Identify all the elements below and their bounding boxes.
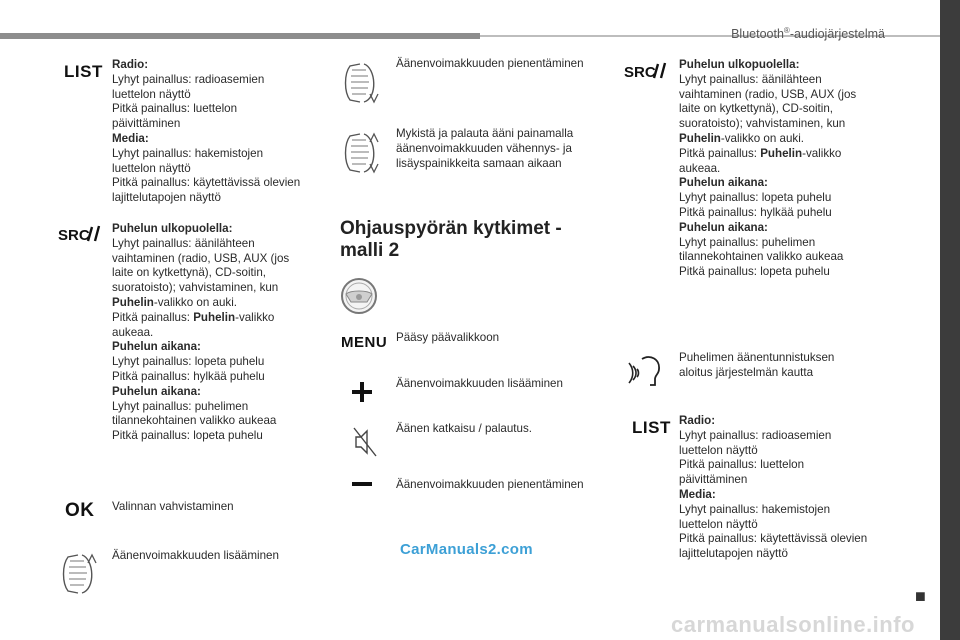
list-label-2: LIST (632, 418, 671, 437)
header-bar (0, 33, 480, 39)
volume-wheel-up-icon (58, 551, 100, 597)
volup-description: Äänenvoimakkuuden lisääminen (112, 549, 279, 562)
volume-wheel-both-icon (340, 130, 382, 176)
src-description: Puhelun ulkopuolella: Lyhyt painallus: äänilähteen vaihtaminen (radio, USB, AUX (jos laite on kytkettynä), CD-soitin, suoratoisto); vahvistaminen, kun Puhelin-valikko on auki. Pitkä painallus: Puhelin-valikko aukeaa. Puhelun aikana: Lyhyt painallus: lopeta puhelu Pitkä painallus: hylkää puhelu Puhelun aikana: Lyhyt painallus: puhelimen tilannekohtainen valikko aukeaa Pitkä painallus: lopeta puhelu (112, 222, 290, 443)
list-description-2: Radio: Lyhyt painallus: radioasemien luettelon näyttö Pitkä painallus: luettelon päivittäminen Media: Lyhyt painallus: hakemistojen luettelon näyttö Pitkä painallus: käytettävissä olevien lajittelutapojen näyttö (679, 414, 868, 561)
mute2-description: Äänen katkaisu / palautus. (396, 422, 532, 435)
src-phone-icon-2 (624, 61, 670, 81)
mute-description: Mykistä ja palauta ääni painamalla äänenvoimakkuuden vähennys- ja lisäyspainikkeita samaan aikaan (396, 127, 574, 170)
bottom-watermark: carmanualsonline.info (671, 612, 915, 637)
ok-label: OK (65, 500, 95, 521)
menu-label: MENU (341, 334, 388, 351)
steering-wheel-icon (339, 276, 379, 316)
voice-description: Puhelimen äänentunnistuksen aloitus järjestelmän kautta (679, 351, 835, 379)
minus-icon (351, 480, 373, 488)
page-bullet: ■ (915, 586, 926, 606)
watermark: CarManuals2.com (400, 541, 533, 558)
list-description: Radio: Lyhyt painallus: radioasemien luettelon näyttö Pitkä painallus: luettelon päivittäminen Media: Lyhyt painallus: hakemistojen luettelon näyttö Pitkä painallus: käytettävissä olevien lajittelutapojen näyttö (112, 58, 301, 205)
section-heading: Ohjauspyörän kytkimet - malli 2 (340, 218, 562, 261)
page-number: 3 (920, 604, 928, 619)
src-phone-icon (58, 224, 104, 244)
svg-text:SRC: SRC (624, 64, 656, 81)
plus-description: Äänenvoimakkuuden lisääminen (396, 377, 563, 390)
list-label: LIST (64, 62, 103, 81)
voice-recognition-icon (628, 355, 664, 389)
ok-description: Valinnan vahvistaminen (112, 500, 234, 513)
menu-description: Pääsy päävalikkoon (396, 331, 500, 344)
side-tab (940, 0, 960, 640)
volume-wheel-down-icon (340, 60, 382, 106)
section-title: Bluetooth®-audiojärjestelmä (731, 26, 885, 42)
svg-text:SRC: SRC (58, 227, 90, 244)
src-description-2: Puhelun ulkopuolella: Lyhyt painallus: äänilähteen vaihtaminen (radio, USB, AUX (jos laite on kytkettynä), CD-soitin, suoratoisto); vahvistaminen, kun Puhelin-valikko on auki. Pitkä painallus: Puhelin-valikko aukeaa. Puhelun aikana: Lyhyt painallus: lopeta puhelu Pitkä painallus: hylkää puhelu Puhelun aikana: Lyhyt painallus: puhelimen tilannekohtainen valikko aukeaa Pitkä painallus: lopeta puhelu (679, 58, 857, 279)
minus-description: Äänenvoimakkuuden pienentäminen (396, 478, 584, 491)
mute-icon (352, 426, 378, 458)
plus-icon (351, 381, 373, 403)
voldown-description: Äänenvoimakkuuden pienentäminen (396, 57, 584, 70)
